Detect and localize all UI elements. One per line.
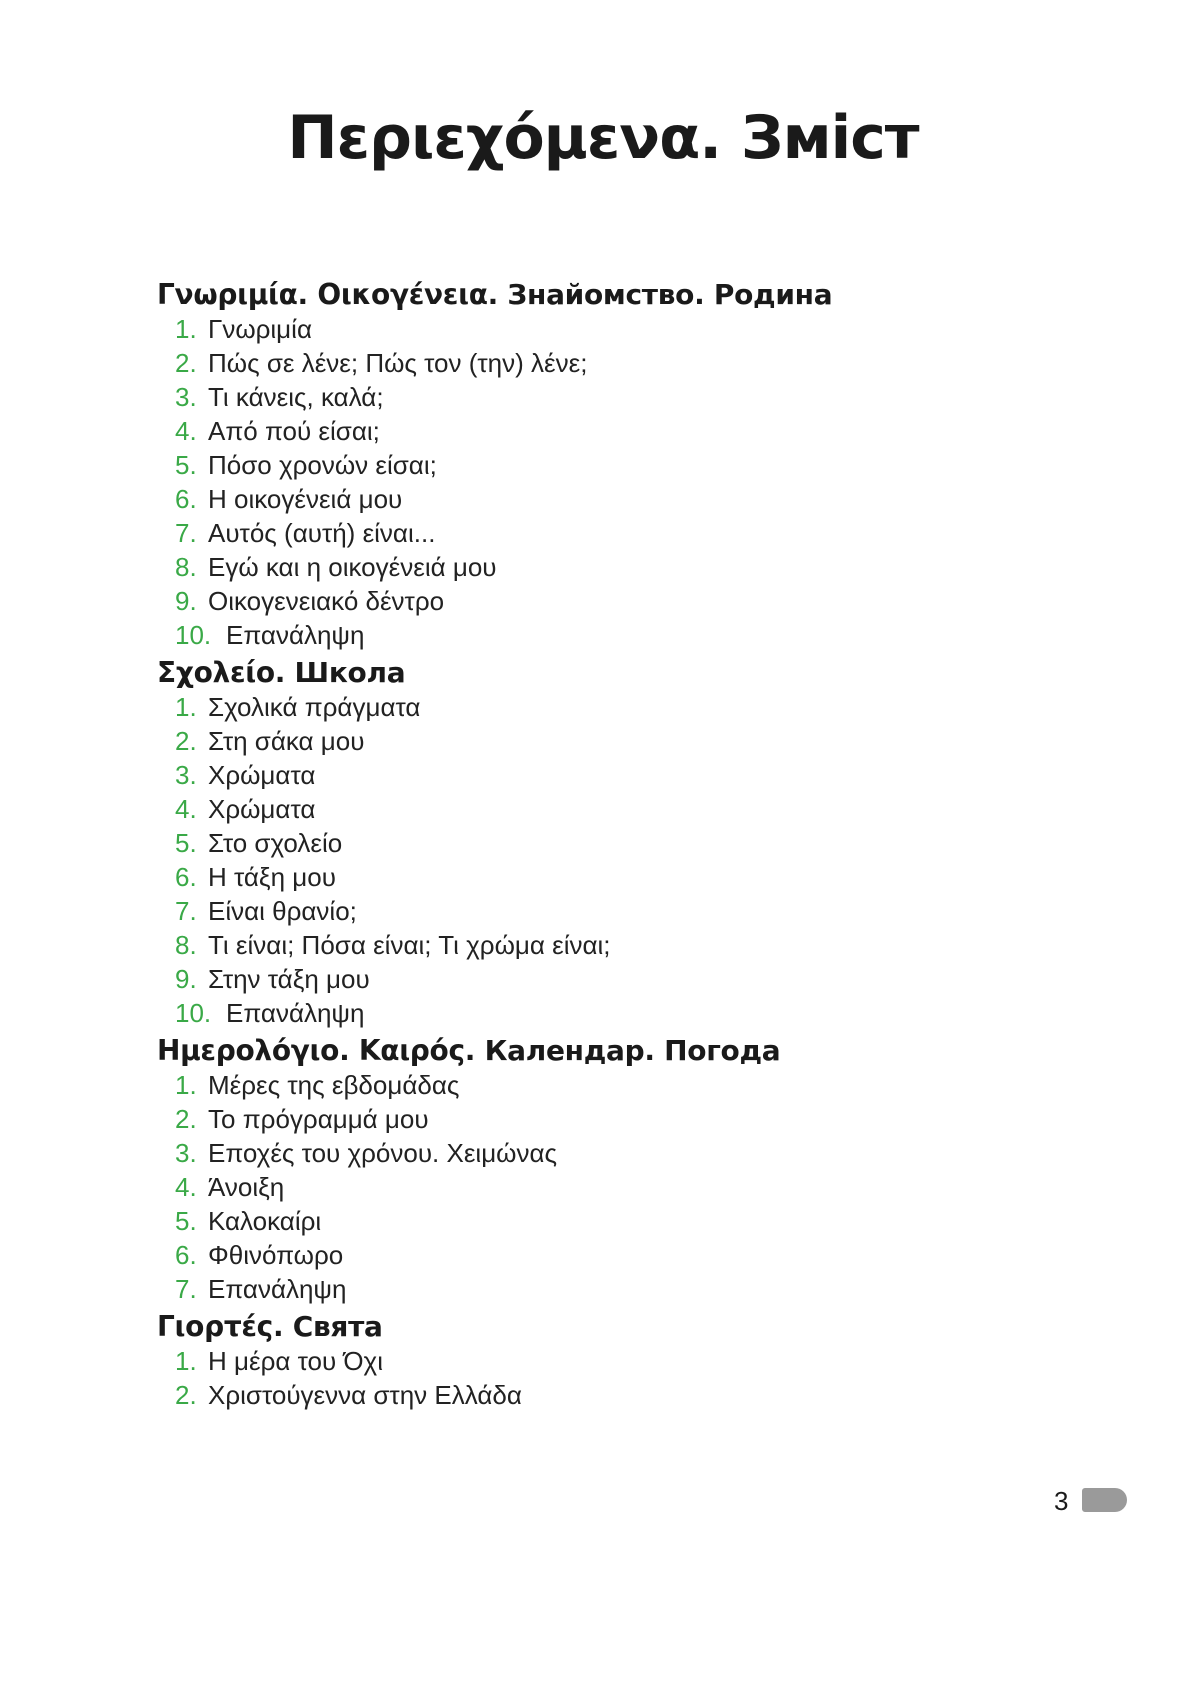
toc-item[interactable]	[157, 516, 1057, 550]
item-number: 3.	[175, 1138, 197, 1168]
item-number: 6.	[175, 862, 197, 892]
toc-item[interactable]	[157, 724, 1057, 758]
item-title: Τι κάνεις, καλά;	[208, 382, 384, 412]
item-number: 2.	[175, 348, 197, 378]
item-title: Σχολικά πράγματα	[208, 692, 421, 722]
item-number: 1.	[175, 692, 197, 722]
item-title: Η οικογένειά μου	[208, 484, 403, 514]
section-heading[interactable]: Γιορτές. Свята	[157, 1310, 383, 1343]
item-title: Στη σάκα μου	[208, 726, 365, 756]
toc-item[interactable]	[157, 928, 1057, 962]
item-number: 5.	[175, 1206, 197, 1236]
section-heading[interactable]: Σχολείο. Школа	[157, 656, 406, 689]
item-title: Στο σχολείο	[208, 828, 343, 858]
item-number: 7.	[175, 896, 197, 926]
page-tab-marker	[1082, 1488, 1127, 1512]
item-number: 7.	[175, 1274, 197, 1304]
toc-item[interactable]	[157, 1170, 1057, 1204]
item-number: 9.	[175, 964, 197, 994]
section-heading[interactable]: Ημερολόγιο. Καιρός. Календар. Погода	[157, 1034, 781, 1067]
item-number: 10.	[175, 620, 212, 650]
section-heading[interactable]: Γνωριμία. Οικογένεια. Знайомство. Родина	[157, 278, 833, 311]
item-number: 6.	[175, 484, 197, 514]
item-title: Μέρες της εβδομάδας	[208, 1070, 460, 1100]
item-number: 4.	[175, 416, 197, 446]
item-number: 7.	[175, 518, 197, 548]
toc-item[interactable]	[157, 312, 1057, 346]
item-number: 8.	[175, 552, 197, 582]
item-title: Στην τάξη μου	[208, 964, 370, 994]
item-title: Πόσο χρονών είσαι;	[208, 450, 437, 480]
toc-item[interactable]	[157, 618, 1057, 652]
toc-item[interactable]	[157, 550, 1057, 584]
toc-item[interactable]	[157, 1272, 1057, 1306]
item-title: Από πού είσαι;	[208, 416, 380, 446]
item-number: 2.	[175, 1104, 197, 1134]
toc-item[interactable]	[157, 962, 1057, 996]
toc-item[interactable]	[157, 1102, 1057, 1136]
toc-item[interactable]	[157, 414, 1057, 448]
item-title: Πώς σε λένε; Πώς τον (την) λένε;	[208, 348, 588, 378]
toc-item[interactable]	[157, 380, 1057, 414]
item-title: Τι είναι; Πόσα είναι; Τι χρώμα είναι;	[208, 930, 611, 960]
item-number: 1.	[175, 1070, 197, 1100]
item-title: Αυτός (αυτή) είναι...	[208, 518, 436, 548]
item-title: Το πρόγραμμά μου	[208, 1104, 429, 1134]
toc-item[interactable]	[157, 346, 1057, 380]
item-number: 5.	[175, 828, 197, 858]
toc-item[interactable]	[157, 996, 1057, 1030]
item-title: Χρώματα	[208, 794, 316, 824]
toc-item[interactable]	[157, 894, 1057, 928]
item-title: Επανάληψη	[208, 1274, 347, 1304]
item-title: Φθινόπωρο	[208, 1240, 344, 1270]
toc-item[interactable]	[157, 1378, 1057, 1412]
item-number: 1.	[175, 314, 197, 344]
item-number: 1.	[175, 1346, 197, 1376]
item-number: 9.	[175, 586, 197, 616]
item-title: Χριστούγεννα στην Ελλάδα	[208, 1380, 522, 1410]
toc-item[interactable]	[157, 1204, 1057, 1238]
toc-section	[157, 656, 1057, 1030]
toc-item[interactable]	[157, 1068, 1057, 1102]
item-title: Εγώ και η οικογένειά μου	[208, 552, 497, 582]
item-title: Χρώματα	[208, 760, 316, 790]
item-number: 2.	[175, 1380, 197, 1410]
item-number: 3.	[175, 382, 197, 412]
toc-section	[157, 278, 1057, 652]
toc-item[interactable]	[157, 860, 1057, 894]
item-title: Είναι θρανίο;	[208, 896, 357, 926]
item-title: Εποχές του χρόνου. Χειμώνας	[208, 1138, 558, 1168]
toc-item[interactable]	[157, 758, 1057, 792]
toc-item[interactable]	[157, 826, 1057, 860]
item-number: 2.	[175, 726, 197, 756]
item-title: Επανάληψη	[226, 998, 365, 1028]
item-number: 10.	[175, 998, 212, 1028]
item-title: Καλοκαίρι	[208, 1206, 322, 1236]
toc-item[interactable]	[157, 584, 1057, 618]
toc-section	[157, 1034, 1057, 1306]
item-title: Γνωριμία	[208, 314, 312, 344]
item-number: 6.	[175, 1240, 197, 1270]
item-title: Επανάληψη	[226, 620, 365, 650]
item-title: Άνοιξη	[208, 1172, 285, 1202]
item-number: 4.	[175, 794, 197, 824]
page-number: 3	[1054, 1486, 1069, 1516]
toc-item[interactable]	[157, 792, 1057, 826]
toc-section	[157, 1310, 1057, 1412]
item-number: 3.	[175, 760, 197, 790]
item-title: Η τάξη μου	[208, 862, 336, 892]
item-title: Οικογενειακό δέντρο	[208, 586, 445, 616]
page-title: Περιεχόμενα. Зміст	[287, 103, 919, 173]
toc-item[interactable]	[157, 1238, 1057, 1272]
item-number: 8.	[175, 930, 197, 960]
item-title: Η μέρα του Όχι	[208, 1346, 383, 1376]
item-number: 4.	[175, 1172, 197, 1202]
table-of-contents	[157, 278, 1057, 1412]
toc-item[interactable]	[157, 448, 1057, 482]
toc-item[interactable]	[157, 482, 1057, 516]
item-number: 5.	[175, 450, 197, 480]
toc-item[interactable]	[157, 1344, 1057, 1378]
toc-item[interactable]	[157, 1136, 1057, 1170]
toc-item[interactable]	[157, 690, 1057, 724]
